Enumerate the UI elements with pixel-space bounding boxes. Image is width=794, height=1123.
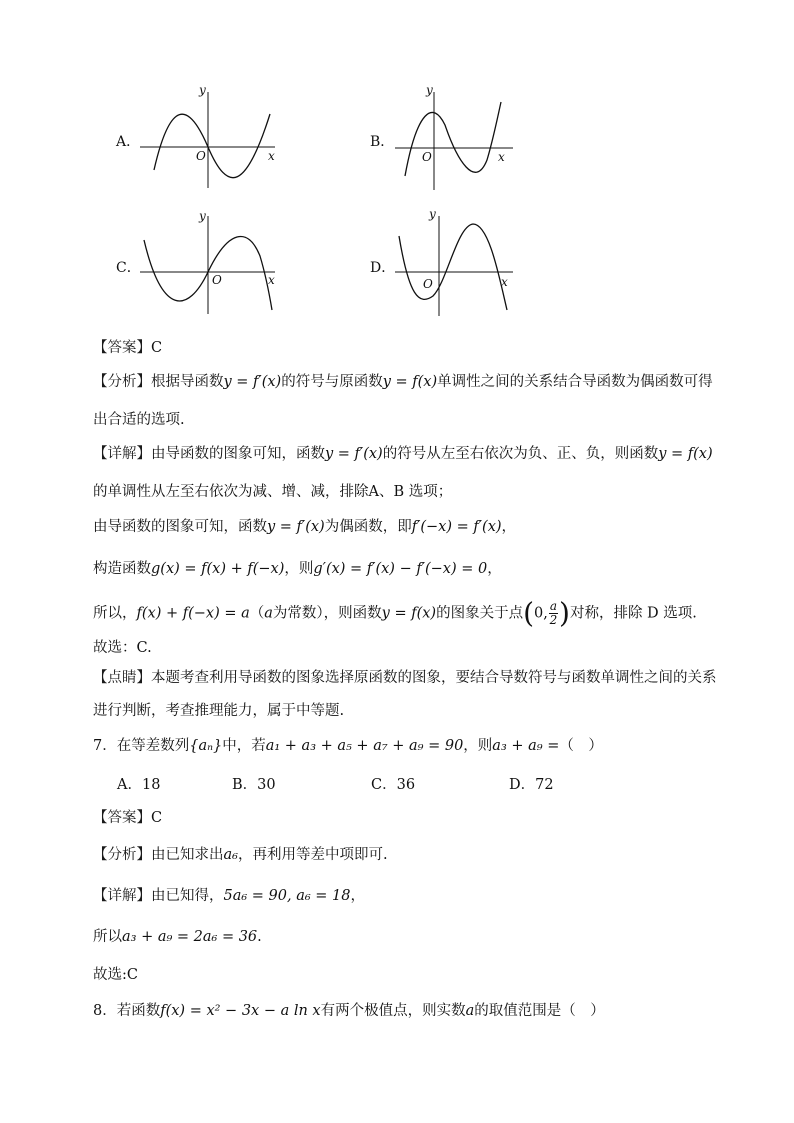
q6-detail-line5 (93, 596, 697, 630)
origin-label: O (196, 149, 206, 163)
question-text: 8．若函数 (93, 1003, 161, 1019)
fraction-denominator: 2 (549, 613, 558, 627)
q6-answer (93, 338, 162, 358)
origin-label: O (212, 273, 222, 287)
q6-detail-line4 (93, 559, 502, 579)
option-a-graph (140, 80, 280, 190)
question-text: 的取值范围是（ ） (474, 1003, 605, 1019)
detail-text: 为常数），则函数 (272, 605, 382, 622)
detail-text: 为偶函数，即 (324, 519, 412, 535)
fraction-numerator: a (549, 599, 558, 613)
answer-tag: 【答案】 (93, 340, 151, 356)
x-label: x (501, 275, 508, 289)
detail-text: （ (249, 605, 265, 622)
right-paren: ) (559, 596, 570, 630)
analysis-tag: 【分析】 (93, 847, 151, 863)
question-text: ，则 (463, 738, 493, 754)
y-label: y (426, 83, 433, 97)
q6-conclusion: 故选：C. (93, 640, 152, 656)
detail-text: 所以， (93, 605, 137, 622)
question-text: 中，若 (222, 738, 266, 754)
y-label: y (199, 83, 206, 97)
formula: f(x) = x² − 3x − a ln x (160, 1003, 321, 1019)
analysis-text: 根据导函数 (151, 374, 224, 390)
analysis-text: 单调性之间的关系结合导函数为偶函数可得 (437, 374, 713, 390)
detail-text: 由导函数的图象可知，函数 (151, 446, 325, 462)
formula: a₃ + a₉ = 2a₆ = 36 (122, 929, 258, 945)
curve (405, 102, 501, 176)
detail-text: 构造函数 (93, 561, 151, 577)
detail-text: ，则 (284, 561, 314, 577)
formula: y = f′(x) (325, 446, 383, 462)
q7-analysis (93, 845, 388, 865)
formula: y = f′(x) (223, 374, 282, 390)
q6-analysis-line2: 出合适的选项. (93, 412, 185, 428)
option-b-label: B． (370, 134, 395, 150)
formula: g′(x) = f′(x) − f′(−x) = 0 (313, 561, 488, 577)
variable: a (264, 605, 273, 622)
q7-answer (93, 808, 162, 828)
formula: g(x) = f(x) + f(−x) (151, 561, 285, 577)
detail-text: . (257, 929, 262, 945)
formula: {aₙ} (189, 738, 223, 754)
option-d-graph (395, 206, 525, 318)
detail-text: 由导函数的图象可知，函数 (93, 519, 267, 535)
option-a-label: A． (116, 134, 141, 150)
formula: f(x) + f(−x) = a (136, 605, 250, 622)
q7-option-a: A．18 (117, 777, 161, 793)
q6-comment-line1 (93, 668, 717, 688)
analysis-text: ，再利用等差中项即可. (237, 847, 388, 863)
q7-so (93, 927, 262, 947)
q7-option-c: C．36 (371, 777, 416, 793)
detail-text: 所以 (93, 929, 122, 945)
detail-text: ， (487, 561, 502, 577)
option-b-graph (395, 80, 525, 190)
q7-option-b: B．30 (232, 777, 276, 793)
x-label: x (498, 150, 505, 164)
option-c-label: C． (116, 260, 141, 276)
detail-text: 的符号从左至右依次为负、正、负，则函数 (382, 446, 659, 462)
formula: y = f′(x) (267, 519, 325, 535)
formula: a₃ + a₉ = (492, 738, 560, 754)
analysis-tag: 【分析】 (93, 374, 151, 390)
q6-analysis-line1 (93, 372, 713, 392)
formula: a₁ + a₃ + a₅ + a₇ + a₉ = 90 (265, 738, 464, 754)
analysis-text: 的符号与原函数 (281, 374, 383, 390)
answer-tag: 【答案】 (93, 810, 151, 826)
detail-tag: 【详解】 (93, 888, 151, 904)
formula: y = f(x) (658, 446, 713, 462)
x-label: x (268, 149, 275, 163)
detail-text: 的图象关于点 (436, 605, 524, 622)
option-d-label: D． (370, 260, 396, 276)
comment-text: 本题考查利用导函数的图象选择原函数的图象，要结合导数符号与函数单调性之间的关系 (151, 670, 717, 686)
detail-text: 对称，排除 D 选项. (569, 605, 697, 622)
answer-value: C (151, 340, 163, 356)
variable: a₆ (223, 847, 238, 863)
detail-tag: 【详解】 (93, 446, 151, 462)
q7-stem (93, 736, 603, 756)
q6-detail-line3 (93, 517, 516, 537)
formula: f′(−x) = f′(x) (411, 519, 502, 535)
y-label: y (429, 207, 436, 221)
question-text: 7．在等差数列 (93, 738, 190, 754)
formula: y = f(x) (381, 605, 437, 622)
q6-detail-line2: 的单调性从左至右依次为减、增、减，排除A、B 选项； (93, 484, 453, 500)
fraction (549, 600, 558, 627)
curve (154, 114, 270, 178)
x-label: x (268, 273, 275, 287)
q7-detail (93, 886, 365, 906)
q8-stem (93, 1001, 605, 1021)
q7-option-d: D．72 (509, 777, 554, 793)
analysis-text: 由已知求出 (151, 847, 224, 863)
q6-detail-line1 (93, 444, 713, 464)
origin-label: O (422, 150, 432, 164)
y-label: y (199, 209, 206, 223)
variable: a (465, 1003, 475, 1019)
question-text: 有两个极值点，则实数 (320, 1003, 466, 1019)
formula: y = f(x) (382, 374, 438, 390)
left-paren: ( (523, 596, 535, 630)
comment-tag: 【点睛】 (93, 670, 151, 686)
detail-text: 由已知得， (151, 888, 224, 904)
formula: 5a₆ = 90, a₆ = 18 (223, 888, 351, 904)
question-text: （ ） (559, 738, 603, 754)
answer-value: C (151, 810, 163, 826)
detail-text: ， (350, 888, 365, 904)
curve (399, 224, 507, 310)
origin-label: O (423, 277, 433, 291)
option-c-graph (140, 206, 280, 316)
q7-conclusion: 故选:C (93, 967, 138, 983)
detail-text: ， (501, 519, 517, 535)
q6-comment-line2: 进行判断，考查推理能力，属于中等题. (93, 703, 345, 719)
point-coord: 0, (534, 605, 548, 622)
